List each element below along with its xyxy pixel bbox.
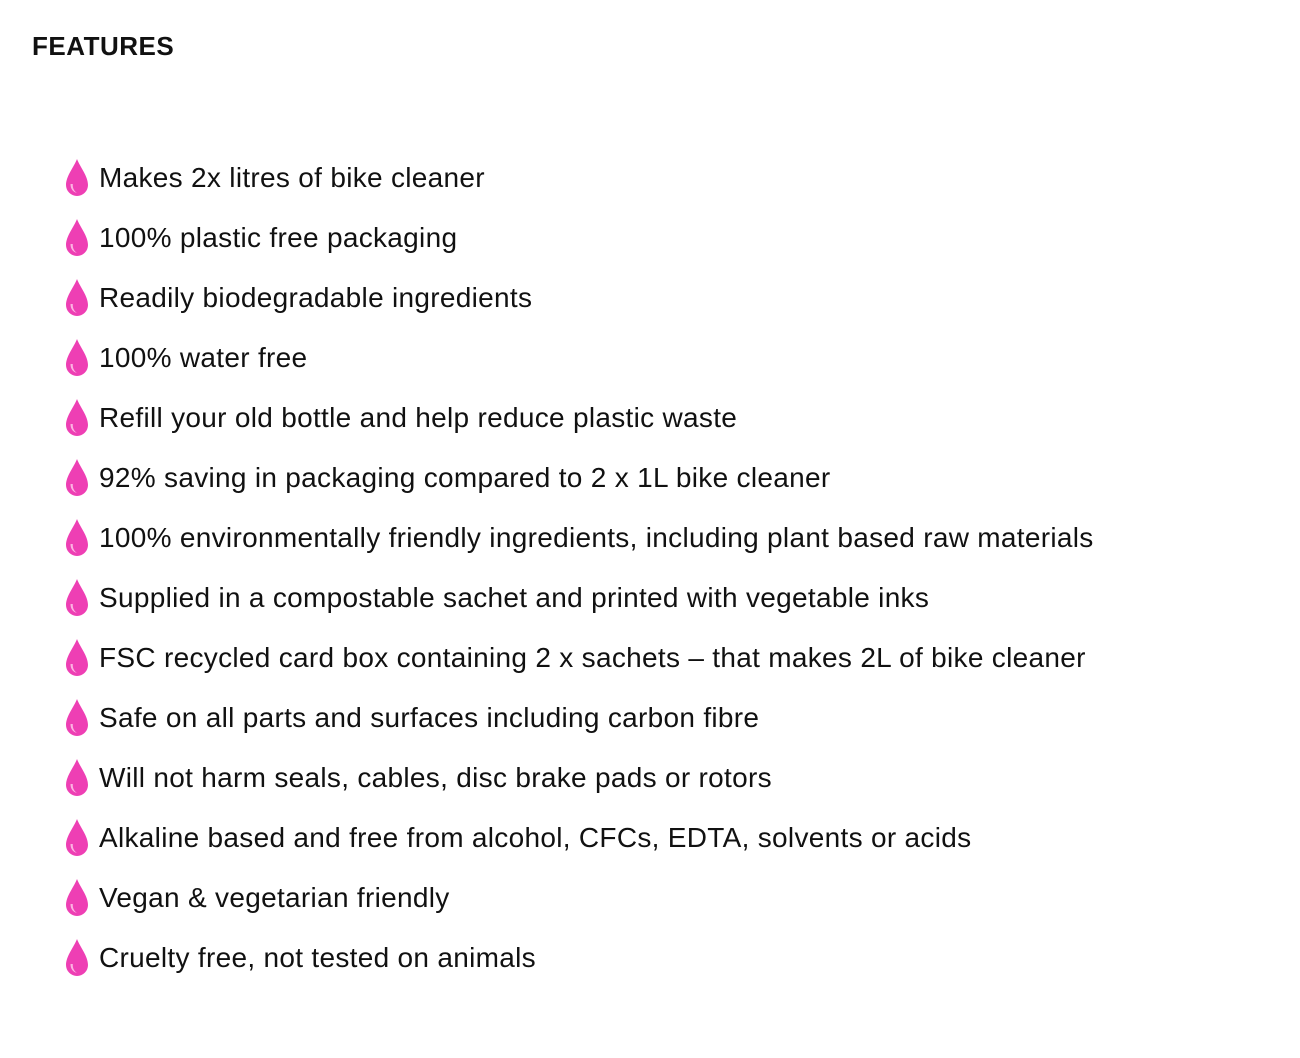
feature-item (64, 388, 1094, 448)
feature-item (64, 928, 1094, 988)
feature-text: Cruelty free, not tested on animals (99, 942, 536, 973)
feature-item (64, 688, 1094, 748)
feature-item (64, 268, 1094, 328)
water-drop-icon (64, 578, 90, 618)
feature-item (64, 628, 1094, 688)
feature-text: FSC recycled card box containing 2 x sachets – that makes 2L of bike cleaner (99, 642, 1086, 673)
feature-text: Makes 2x litres of bike cleaner (99, 162, 485, 193)
feature-text: Will not harm seals, cables, disc brake pads or rotors (99, 762, 772, 793)
features-heading: FEATURES (32, 31, 175, 61)
feature-item (64, 508, 1094, 568)
water-drop-icon (64, 218, 90, 258)
feature-item (64, 868, 1094, 928)
feature-item (64, 808, 1094, 868)
water-drop-icon (64, 458, 90, 498)
water-drop-icon (64, 398, 90, 438)
feature-text: Safe on all parts and surfaces including carbon fibre (99, 702, 760, 733)
feature-text: 100% water free (99, 342, 308, 373)
feature-text: Refill your old bottle and help reduce plastic waste (99, 402, 738, 433)
water-drop-icon (64, 638, 90, 678)
feature-item (64, 208, 1094, 268)
water-drop-icon (64, 818, 90, 858)
feature-text: Readily biodegradable ingredients (99, 282, 533, 313)
features-list (64, 148, 1094, 988)
water-drop-icon (64, 698, 90, 738)
feature-text: Alkaline based and free from alcohol, CFCs, EDTA, solvents or acids (99, 822, 972, 853)
water-drop-icon (64, 758, 90, 798)
feature-item (64, 328, 1094, 388)
feature-item (64, 568, 1094, 628)
feature-item (64, 748, 1094, 808)
water-drop-icon (64, 278, 90, 318)
feature-text: Vegan & vegetarian friendly (99, 882, 450, 913)
water-drop-icon (64, 338, 90, 378)
feature-text: Supplied in a compostable sachet and printed with vegetable inks (99, 582, 930, 613)
water-drop-icon (64, 878, 90, 918)
feature-text: 100% plastic free packaging (99, 222, 458, 253)
feature-text: 100% environmentally friendly ingredients, including plant based raw materials (99, 522, 1094, 553)
feature-item (64, 448, 1094, 508)
water-drop-icon (64, 938, 90, 978)
feature-item (64, 148, 1094, 208)
feature-text: 92% saving in packaging compared to 2 x 1L bike cleaner (99, 462, 831, 493)
water-drop-icon (64, 158, 90, 198)
water-drop-icon (64, 518, 90, 558)
